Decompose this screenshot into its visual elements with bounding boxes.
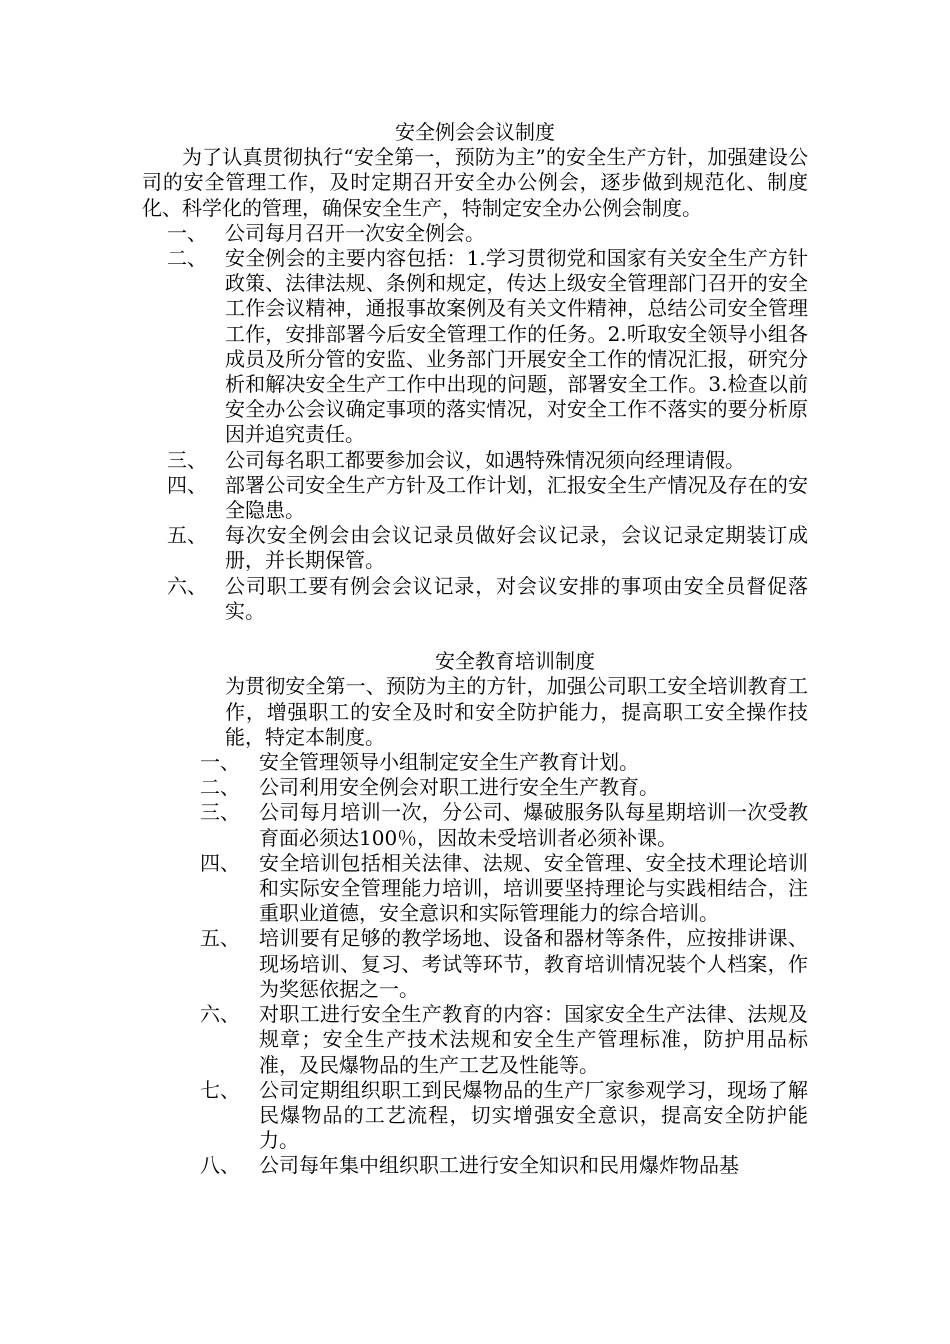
doc2-title: 安全教育培训制度 xyxy=(435,649,595,674)
list-item-text: 公司每月培训一次，分公司、爆破服务队每星期培训一次受教育面必须达100％，因故未受培训者必须补课。 xyxy=(259,800,808,850)
list-item-text: 公司每年集中组织职工进行安全知识和民用爆炸物品基 xyxy=(259,1153,739,1178)
list-item xyxy=(142,221,808,246)
list-item xyxy=(142,800,808,850)
list-item-number: 五、 xyxy=(167,523,207,548)
list-item-text: 安全管理领导小组制定安全生产教育计划。 xyxy=(259,750,639,775)
list-item xyxy=(142,775,808,800)
list-item-text: 公司职工要有例会会议记录，对会议安排的事项由安全员督促落实。 xyxy=(225,573,808,623)
list-item-number: 六、 xyxy=(167,573,207,598)
list-item-text: 公司每名职工都要参加会议，如遇特殊情况须向经理请假。 xyxy=(225,447,745,472)
list-item xyxy=(142,448,808,473)
list-item xyxy=(142,1002,808,1078)
list-item-number: 三、 xyxy=(167,447,207,472)
list-item xyxy=(142,246,808,448)
list-item xyxy=(142,1153,808,1178)
list-item-text: 对职工进行安全生产教育的内容：国家安全生产法律、法规及规章；安全生产技术法规和安全生产管理标准，防护用品标准，及民爆物品的生产工艺及性能等。 xyxy=(259,1002,808,1077)
list-item-text: 公司利用安全例会对职工进行安全生产教育。 xyxy=(259,775,659,800)
list-item-number: 二、 xyxy=(167,246,207,271)
list-item-number: 七、 xyxy=(200,1077,240,1102)
doc1-list xyxy=(142,221,808,624)
list-item-text: 公司定期组织职工到民爆物品的生产厂家参观学习，现场了解民爆物品的工艺流程，切实增强安全意识，提高安全防护能力。 xyxy=(259,1077,808,1153)
doc1-title: 安全例会会议制度 xyxy=(395,120,555,144)
list-item xyxy=(142,750,808,775)
list-item xyxy=(142,1078,808,1154)
list-item-number: 三、 xyxy=(200,800,240,825)
document-body xyxy=(142,120,808,1179)
list-item-number: 四、 xyxy=(167,472,207,497)
list-item xyxy=(142,473,808,523)
doc2-list xyxy=(142,750,808,1178)
list-item-number: 五、 xyxy=(200,926,240,951)
list-item-text: 公司每月召开一次安全例会。 xyxy=(225,220,485,245)
list-item-text: 部署公司安全生产方针及工作计划，汇报安全生产情况及存在的安全隐患。 xyxy=(225,472,808,523)
list-item-text: 安全培训包括相关法律、法规、安全管理、安全技术理论培训和实际安全管理能力培训，培训要坚持理论与实践相结合，注重职业道德，安全意识和实际管理能力的综合培训。 xyxy=(259,850,808,926)
doc2-intro: 为贯彻安全第一、预防为主的方针，加强公司职工安全培训教育工作，增强职工的安全及时和安全防护能力，提高职工安全操作技能，特定本制度。 xyxy=(225,674,808,749)
list-item xyxy=(142,523,808,573)
list-item-number: 六、 xyxy=(200,1002,240,1027)
list-item-text: 培训要有足够的教学场地、设备和器材等条件，应按排讲课、现场培训、复习、考试等环节，教育培训情况装个人档案，作为奖惩依据之一。 xyxy=(259,926,808,1001)
list-item-number: 二、 xyxy=(200,775,240,800)
list-item-number: 八、 xyxy=(200,1153,240,1178)
list-item xyxy=(142,926,808,1002)
list-item-text: 安全例会的主要内容包括：1.学习贯彻党和国家有关安全生产方针政策、法律法规、条例和规定，传达上级安全管理部门召开的安全工作会议精神，通报事故案例及有关文件精神，总结公司安全管理工作，安排部署今后安全管理工作的任务。2.听取安全领导小组各成员及所分管的安监、业务部门开展安全工作的情况汇报，研究分析和解决安全生产工作中出现的问题，部署安全工作。3.检查以前安全办公会议确定事项的落实情况，对安全工作不落实的要分析原因并追究责任。 xyxy=(225,246,808,447)
list-item-text: 每次安全例会由会议记录员做好会议记录，会议记录定期装订成册，并长期保管。 xyxy=(225,523,808,573)
list-item xyxy=(142,574,808,624)
section-spacer xyxy=(142,624,808,649)
list-item-number: 一、 xyxy=(200,750,240,775)
list-item xyxy=(142,851,808,927)
doc1-intro: 为了认真贯彻执行“安全第一，预防为主”的安全生产方针，加强建设公司的安全管理工作，及时定期召开安全办公例会，逐步做到规范化、制度化、科学化的管理，确保安全生产，特制定安全办公例会制度。 xyxy=(142,145,808,220)
list-item-number: 四、 xyxy=(200,850,240,875)
list-item-number: 一、 xyxy=(167,220,207,245)
